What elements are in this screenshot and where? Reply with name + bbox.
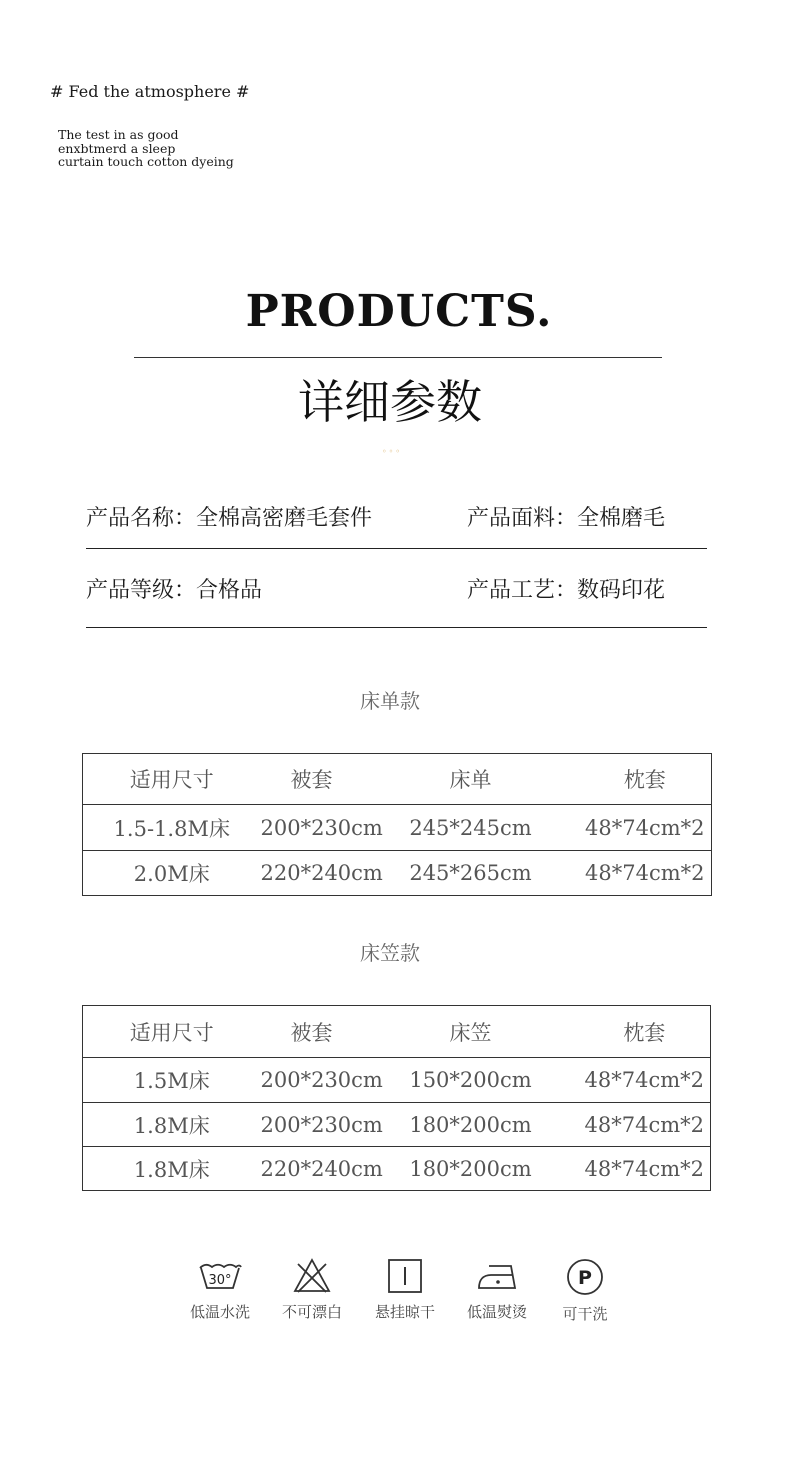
table-cell: 200*230cm — [261, 1103, 363, 1147]
table-row — [83, 805, 712, 851]
sheet-size-table — [82, 753, 712, 896]
param-divider — [86, 548, 707, 549]
param-product-craft: 产品工艺：数码印花 — [467, 578, 666, 603]
table-cell: 48*74cm*2 — [579, 1147, 711, 1191]
table-cell: 1.8M床 — [83, 1147, 261, 1191]
table-header-cell: 枕套 — [623, 768, 666, 792]
param-product-grade: 产品等级：合格品 — [86, 578, 263, 603]
table-header-cell: 适用尺寸 — [129, 768, 214, 792]
param-divider — [86, 627, 707, 628]
table-header-cell: 床笠 — [449, 1020, 492, 1045]
table-cell: 48*74cm*2 — [579, 851, 712, 896]
care-item-wash — [175, 1258, 265, 1322]
details-title: 详细参数 — [298, 375, 482, 429]
dry-clean-letter: P — [578, 1267, 592, 1289]
table-cell: 180*200cm — [363, 1147, 579, 1191]
tagline: # Fed the atmosphere # — [50, 82, 250, 101]
care-label: 不可漂白 — [281, 1303, 342, 1321]
table-row — [83, 1147, 711, 1191]
table-cell: 220*240cm — [261, 851, 363, 896]
decorative-dots: ◦◦◦ — [381, 447, 403, 456]
care-item-dry-clean — [540, 1258, 630, 1324]
fitted-size-table — [82, 1005, 711, 1191]
table-row — [83, 851, 712, 896]
line-dry-icon — [386, 1258, 424, 1294]
table-cell: 245*245cm — [363, 805, 579, 851]
table-cell: 1.5M床 — [83, 1058, 261, 1103]
low-iron-icon — [475, 1258, 519, 1294]
table-header-row — [83, 1006, 711, 1058]
tagline-description — [58, 128, 234, 169]
sheet-table-title: 床单款 — [360, 689, 420, 713]
care-item-no-bleach — [267, 1258, 357, 1322]
table-row — [83, 1058, 711, 1103]
dry-clean-icon — [565, 1258, 605, 1296]
table-cell: 180*200cm — [363, 1103, 579, 1147]
table-header-cell: 适用尺寸 — [129, 1020, 214, 1045]
table-header-cell: 床单 — [449, 768, 492, 792]
care-item-line-dry — [360, 1258, 450, 1322]
table-cell: 200*230cm — [261, 1058, 363, 1103]
param-product-fabric: 产品面料：全棉磨毛 — [467, 506, 666, 531]
table-cell: 48*74cm*2 — [579, 1103, 711, 1147]
table-cell: 48*74cm*2 — [579, 805, 712, 851]
table-cell: 1.5-1.8M床 — [83, 805, 261, 851]
table-cell: 220*240cm — [261, 1147, 363, 1191]
no-bleach-icon — [292, 1258, 332, 1294]
table-header-row — [83, 754, 712, 805]
care-label: 可干洗 — [562, 1305, 608, 1323]
wash-30-icon — [198, 1258, 242, 1294]
table-row — [83, 1103, 711, 1147]
table-cell: 200*230cm — [261, 805, 363, 851]
fitted-table-title: 床笠款 — [360, 941, 420, 965]
care-item-low-iron — [452, 1258, 542, 1322]
table-header-cell: 被套 — [290, 768, 333, 792]
description-line: enxbtmerd a sleep — [58, 140, 176, 156]
care-label: 低温熨烫 — [466, 1303, 527, 1321]
care-label: 悬挂晾干 — [374, 1303, 435, 1321]
table-cell: 2.0M床 — [83, 851, 261, 896]
description-line: curtain touch cotton dyeing — [58, 154, 234, 169]
table-header-cell: 枕套 — [623, 1020, 666, 1045]
table-cell: 150*200cm — [363, 1058, 579, 1103]
care-label: 低温水洗 — [189, 1303, 250, 1321]
table-cell: 1.8M床 — [83, 1103, 261, 1147]
table-cell: 245*265cm — [363, 851, 579, 896]
description-line: The test in as good — [58, 127, 179, 142]
param-product-name: 产品名称：全棉高密磨毛套件 — [86, 506, 373, 531]
table-cell: 48*74cm*2 — [579, 1058, 711, 1103]
wash-temperature: 30° — [208, 1273, 232, 1288]
products-title: PRODUCTS. — [245, 286, 553, 337]
table-header-cell: 被套 — [290, 1020, 333, 1045]
title-divider — [134, 357, 662, 358]
